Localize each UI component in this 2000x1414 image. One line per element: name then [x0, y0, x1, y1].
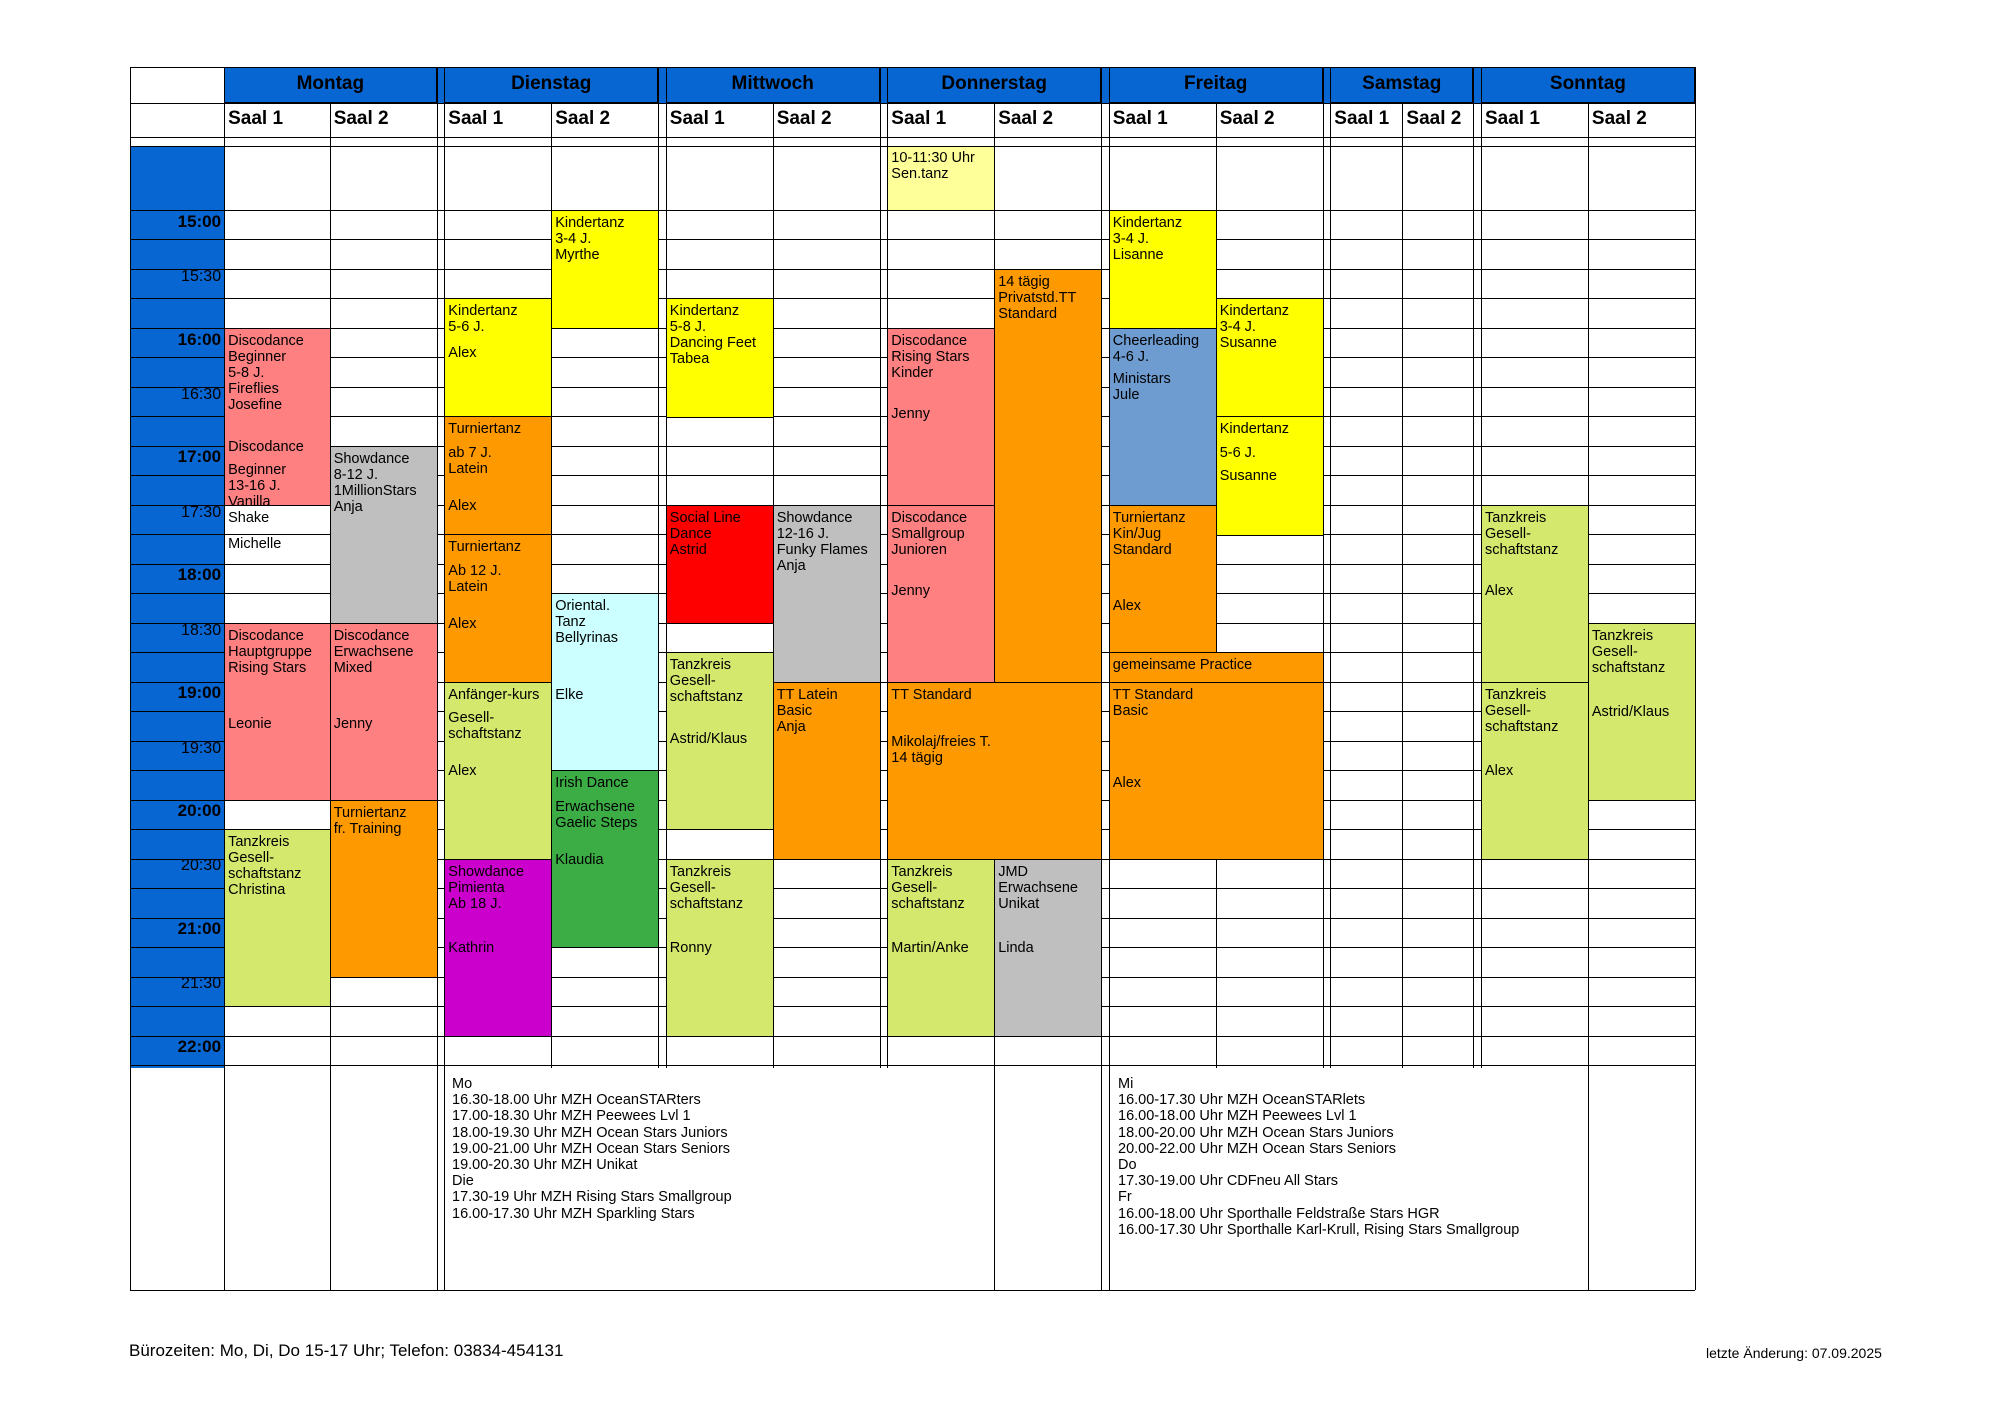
- class-text-do-s1-disco-junioren: Discodance Smallgroup Junioren: [891, 509, 968, 558]
- class-block-do-s1-disco-kinder: [887, 328, 995, 506]
- time-label-1930: 19:30: [181, 739, 222, 757]
- hall-label-mi-saal2: Saal 2: [776, 108, 832, 130]
- hall-label-di-saal2: Saal 2: [555, 108, 611, 130]
- time-label-1630: 16:30: [181, 385, 222, 403]
- class-text-mo-s1-beginner-13-16-teacher: Michelle: [228, 536, 282, 553]
- time-row-line: [130, 269, 1695, 270]
- class-block-di-s2-oriental: [551, 593, 659, 771]
- class-text-fr-s2-kindertanz-5-6-teacher: Susanne: [1219, 468, 1277, 485]
- class-text-mo-s1-disco-beginner-5-8: Discodance Beginner 5-8 J. Fireflies Josefine: [228, 332, 304, 413]
- class-text-fr-s1-cheerleading-group: Ministars Jule: [1112, 371, 1171, 404]
- class-text-do-s2-privatstd: 14 tägig Privatstd.TT Standard: [998, 273, 1077, 322]
- class-block-di-s1-kindertanz-5-6: [444, 298, 552, 417]
- class-block-mo-s1-disco-hauptgruppe: [224, 623, 331, 801]
- time-label-1600: 16:00: [177, 329, 222, 349]
- class-block-do-s1-tanzkreis: [887, 859, 995, 1037]
- hall-label-mo-saal2: Saal 2: [333, 108, 389, 130]
- hall-label-di-saal1: Saal 1: [448, 108, 504, 130]
- class-text-di-s1-anfaenger-teacher: Alex: [448, 763, 477, 780]
- class-text-fr-s1-cheerleading: Cheerleading 4-6 J.: [1112, 332, 1200, 365]
- class-text-mi-s1-tanzkreis-1-teacher: Astrid/Klaus: [669, 730, 748, 747]
- class-text-fr-s1-turniertanz: Turniertanz Kin/Jug Standard: [1112, 509, 1186, 558]
- class-block-so-s1-tanzkreis-1: [1481, 505, 1589, 683]
- class-block-do-s1-disco-junioren: [887, 505, 995, 683]
- class-text-mo-s1-disco-hauptgruppe-teacher: Leonie: [228, 716, 272, 733]
- class-text-mo-s1-beginner-13-16: Beginner 13-16 J. Vanilla Shake: [228, 462, 287, 527]
- class-text-so-s1-tanzkreis-2: Tanzkreis Gesell- schaftstanz: [1485, 686, 1559, 735]
- class-text-do-s1-tanzkreis-teacher: Martin/Anke: [891, 940, 969, 957]
- time-label-1700: 17:00: [177, 447, 222, 467]
- class-block-mi-s1-tanzkreis-2: [666, 859, 774, 1037]
- class-block-so-s1-tanzkreis-2: [1481, 682, 1589, 860]
- hall-label-mo-saal1: Saal 1: [228, 108, 284, 130]
- class-block-mo-s1-tanzkreis: [224, 829, 331, 1007]
- class-block-mi-s2-showdance-12-16: [773, 505, 881, 683]
- class-text-mi-s1-tanzkreis-1: Tanzkreis Gesell- schaftstanz: [669, 657, 744, 706]
- class-block-fr-s2-kindertanz-5-6: [1216, 416, 1324, 535]
- time-label-1530: 15:30: [181, 267, 222, 285]
- class-text-so-s1-tanzkreis-2-teacher: Alex: [1485, 763, 1514, 780]
- class-text-di-s2-kindertanz-3-4: Kindertanz 3-4 J. Myrthe: [555, 214, 625, 263]
- class-block-mi-s1-kindertanz-5-8: [666, 298, 774, 417]
- table-left-line: [130, 67, 131, 1290]
- class-text-fr-tt-standard-basic: TT Standard Basic: [1112, 686, 1194, 719]
- class-block-di-s2-irish-dance: [551, 770, 659, 948]
- hall-label-fr-saal2: Saal 2: [1219, 108, 1275, 130]
- day-header-di: Dienstag: [444, 67, 658, 103]
- class-block-do-s2-jmd: [994, 859, 1102, 1037]
- notes-divider-line: [444, 1068, 445, 1291]
- day-right-line: [1323, 67, 1324, 1068]
- class-text-di-s2-oriental: Oriental. Tanz Bellyrinas: [555, 598, 619, 647]
- class-block-mo-s2-disco-erwachsene: [330, 623, 438, 801]
- last-change: letzte Änderung: 07.09.2025: [1706, 1345, 1882, 1361]
- class-text-mi-s1-tanzkreis-2: Tanzkreis Gesell- schaftstanz: [669, 863, 744, 912]
- class-block-mi-s1-social-line-dance: [666, 505, 774, 624]
- class-text-di-s1-kindertanz-5-6-teacher: Alex: [448, 344, 477, 361]
- class-block-di-s1-anfaenger-kurs: [444, 682, 552, 860]
- class-block-di-s1-turniertanz-12-label: [444, 534, 552, 683]
- class-block-do-s1-sentanz: [887, 146, 995, 212]
- hall-label-so-saal2: Saal 2: [1591, 108, 1647, 130]
- class-block-mi-s2-tt-latein: [773, 682, 881, 860]
- class-text-mi-s2-showdance-12-16: Showdance 12-16 J. Funky Flames Anja: [776, 509, 868, 574]
- hall-label-fr-saal1: Saal 1: [1112, 108, 1168, 130]
- time-label-1500: 15:00: [177, 211, 222, 231]
- class-text-di-s1-turniertanz-7: ab 7 J. Latein: [448, 444, 492, 477]
- time-label-1830: 18:30: [181, 621, 222, 639]
- notes-left: Mo 16.30-18.00 Uhr MZH OceanSTARters 17.00-18.30 Uhr MZH Peewees Lvl 1 18.00-19.30 Uhr MZH Ocean Stars Juniors 19.00-21.00 Uhr MZH Ocean Stars Seniors 19.00-20.30 Uhr MZH Unikat Die 17.30-19 Uhr MZH Rising Stars Smallgroup 16.00-17.30 Uhr MZH Sparkling Stars: [452, 1076, 732, 1222]
- class-text-do-s1-disco-junioren-teacher: Jenny: [891, 583, 930, 600]
- day-header-do: Donnerstag: [887, 67, 1101, 103]
- time-label-1800: 18:00: [177, 565, 222, 585]
- time-label-2200: 22:00: [177, 1037, 222, 1057]
- class-block-do-s2-privatstd: [994, 269, 1102, 683]
- hall-label-so-saal1: Saal 1: [1485, 108, 1540, 130]
- class-block-fr-gemeinsame-practice: [1109, 652, 1324, 683]
- class-text-mi-s1-kindertanz-5-8: Kindertanz 5-8 J. Dancing Feet Tabea: [669, 303, 757, 368]
- notes-divider-line: [994, 1068, 995, 1291]
- class-block-so-s2-tanzkreis: [1588, 623, 1696, 801]
- time-row-line: [130, 298, 1695, 299]
- class-text-di-s1-anfaenger-gesell: Gesell- schaftstanz: [448, 710, 522, 743]
- class-block-mi-s1-tanzkreis-1: [666, 652, 774, 830]
- day-header-so: Sonntag: [1481, 67, 1695, 103]
- hall-label-sa-saal1: Saal 1: [1334, 108, 1390, 130]
- class-text-do-tt-standard: TT Standard: [891, 686, 972, 703]
- day-header-mi: Mittwoch: [666, 67, 880, 103]
- class-text-do-s2-jmd: JMD Erwachsene Unikat: [998, 863, 1078, 912]
- class-text-di-s1-turniertanz-12-label: Turniertanz: [448, 539, 522, 556]
- day-header-mo: Montag: [224, 67, 437, 103]
- class-text-fr-gemeinsame-practice: gemeinsame Practice: [1112, 657, 1253, 674]
- class-text-fr-s2-kindertanz-3-4: Kindertanz 3-4 J. Susanne: [1219, 303, 1290, 352]
- class-block-di-s1-showdance-pimienta: [444, 859, 552, 1037]
- class-block-fr-s1-cheerleading: [1109, 328, 1217, 506]
- class-text-do-s2-jmd-teacher: Linda: [998, 940, 1034, 957]
- class-block-fr-s2-kindertanz-3-4: [1216, 298, 1324, 417]
- time-label-2100: 21:00: [177, 919, 222, 939]
- day-header-sa: Samstag: [1330, 67, 1473, 103]
- class-text-so-s1-tanzkreis-1: Tanzkreis Gesell- schaftstanz: [1485, 509, 1559, 558]
- notes-right: Mi 16.00-17.30 Uhr MZH OceanSTARlets 16.00-18.00 Uhr MZH Peewees Lvl 1 18.00-20.00 Uhr MZH Ocean Stars Juniors 20.00-22.00 Uhr MZH Ocean Stars Seniors Do 17.30-19.00 Uhr CDFneu All Stars Fr 16.00-18.00 Uhr Sporthalle Feldstraße Stars HGR 16.00-17.30 Uhr Sporthalle Karl-Krull, Rising Stars Smallgroup: [1118, 1076, 1520, 1238]
- class-text-di-s1-turniertanz-12-teacher: Alex: [448, 615, 477, 632]
- notes-divider-line: [1588, 1068, 1589, 1291]
- class-text-do-s1-disco-kinder-teacher: Jenny: [891, 406, 930, 423]
- class-text-fr-s1-turniertanz-teacher: Alex: [1112, 598, 1142, 615]
- class-block-di-s2-kindertanz-3-4: [551, 210, 659, 329]
- class-text-fr-s2-kindertanz-5-6-age: 5-6 J.: [1219, 444, 1256, 461]
- class-text-mo-s1-disco-hauptgruppe: Discodance Hauptgruppe Rising Stars: [228, 627, 312, 676]
- notes-cell-line: [330, 1290, 437, 1291]
- class-block-fr-tt-standard-basic: [1109, 682, 1324, 860]
- class-text-mo-s1-disco-label: Discodance: [228, 438, 304, 455]
- notes-divider-line: [330, 1068, 331, 1291]
- class-text-so-s1-tanzkreis-1-teacher: Alex: [1485, 583, 1514, 600]
- class-text-di-s2-irish-dance-teacher: Klaudia: [555, 851, 604, 868]
- class-text-fr-tt-standard-basic-teacher: Alex: [1112, 775, 1142, 792]
- class-text-mo-s1-tanzkreis: Tanzkreis Gesell- schaftstanz Christina: [228, 834, 302, 899]
- hall-label-do-saal1: Saal 1: [891, 108, 947, 130]
- class-text-di-s1-showdance-pimienta-teacher: Kathrin: [448, 940, 495, 957]
- class-block-mo-s2-turniertanz-training: [330, 800, 438, 978]
- class-text-mo-s2-disco-erwachsene-teacher: Jenny: [333, 716, 373, 733]
- hall-label-mi-saal1: Saal 1: [669, 108, 725, 130]
- class-text-di-s1-kindertanz-5-6: Kindertanz 5-6 J.: [448, 303, 518, 336]
- class-block-mo-s1-disco-beginner-5-8: [224, 328, 331, 553]
- class-text-mo-s2-showdance-8-12: Showdance 8-12 J. 1MillionStars Anja: [333, 450, 417, 515]
- time-label-2000: 20:00: [177, 801, 222, 821]
- class-text-fr-s2-kindertanz-5-6: Kindertanz: [1219, 421, 1290, 438]
- office-hours: Bürozeiten: Mo, Di, Do 15-17 Uhr; Telefon: 03834-454131: [129, 1341, 564, 1360]
- time-label-1730: 17:30: [181, 503, 222, 521]
- hall-divider-line: [1402, 103, 1403, 1068]
- class-text-mi-s1-tanzkreis-2-teacher: Ronny: [669, 940, 712, 957]
- time-label-1900: 19:00: [177, 683, 222, 703]
- class-text-di-s2-irish-dance-group: Erwachsene Gaelic Steps: [555, 798, 638, 831]
- class-text-mo-s2-disco-erwachsene: Discodance Erwachsene Mixed: [333, 627, 414, 676]
- class-text-di-s2-oriental-teacher: Elke: [555, 686, 584, 703]
- time-row-line: [130, 239, 1695, 240]
- time-label-2030: 20:30: [181, 857, 222, 875]
- class-text-do-tt-standard-teacher: Mikolaj/freies T. 14 tägig: [891, 733, 991, 766]
- notes-divider-line: [1101, 1068, 1102, 1291]
- class-block-fr-s1-turniertanz: [1109, 505, 1217, 654]
- class-block-do-tt-standard: [887, 682, 1102, 860]
- time-row-line: [130, 1065, 1695, 1066]
- class-text-do-s1-sentanz: 10-11:30 Uhr Sen.tanz: [891, 150, 975, 183]
- time-label-2130: 21:30: [181, 975, 222, 993]
- class-text-mi-s1-social-line-dance: Social Line Dance Astrid: [669, 509, 741, 558]
- class-text-fr-s1-kindertanz-3-4: Kindertanz 3-4 J. Lisanne: [1112, 214, 1183, 263]
- class-text-do-s1-tanzkreis: Tanzkreis Gesell- schaftstanz: [891, 863, 965, 912]
- class-block-fr-s1-kindertanz-3-4: [1109, 210, 1217, 329]
- day-left-line: [1330, 67, 1331, 1068]
- class-text-di-s1-turniertanz-12: Ab 12 J. Latein: [448, 562, 502, 595]
- notes-divider-line: [1109, 1068, 1110, 1291]
- class-block-mo-s2-showdance-8-12: [330, 446, 438, 624]
- hall-label-do-saal2: Saal 2: [998, 108, 1054, 130]
- class-text-di-s2-irish-dance: Irish Dance: [555, 775, 629, 792]
- day-right-line: [1473, 67, 1474, 1068]
- class-text-so-s2-tanzkreis-teacher: Astrid/Klaus: [1591, 704, 1670, 721]
- class-text-di-s1-turniertanz-7-label: Turniertanz: [448, 421, 522, 438]
- class-text-mo-s2-turniertanz-training: Turniertanz fr. Training: [333, 804, 407, 837]
- hall-label-sa-saal2: Saal 2: [1406, 108, 1462, 130]
- class-text-so-s2-tanzkreis: Tanzkreis Gesell- schaftstanz: [1591, 627, 1666, 676]
- class-text-di-s1-turniertanz-7-teacher: Alex: [448, 497, 477, 514]
- class-text-di-s1-showdance-pimienta: Showdance Pimienta Ab 18 J.: [448, 863, 525, 912]
- class-block-di-s1-turniertanz-7-label: [444, 416, 552, 535]
- class-text-mi-s2-tt-latein: TT Latein Basic Anja: [776, 686, 838, 735]
- day-header-fr: Freitag: [1109, 67, 1323, 103]
- class-text-di-s1-anfaenger-kurs: Anfänger-kurs: [448, 686, 540, 703]
- class-text-do-s1-disco-kinder: Discodance Rising Stars Kinder: [891, 332, 970, 381]
- notes-divider-line: [437, 1068, 438, 1291]
